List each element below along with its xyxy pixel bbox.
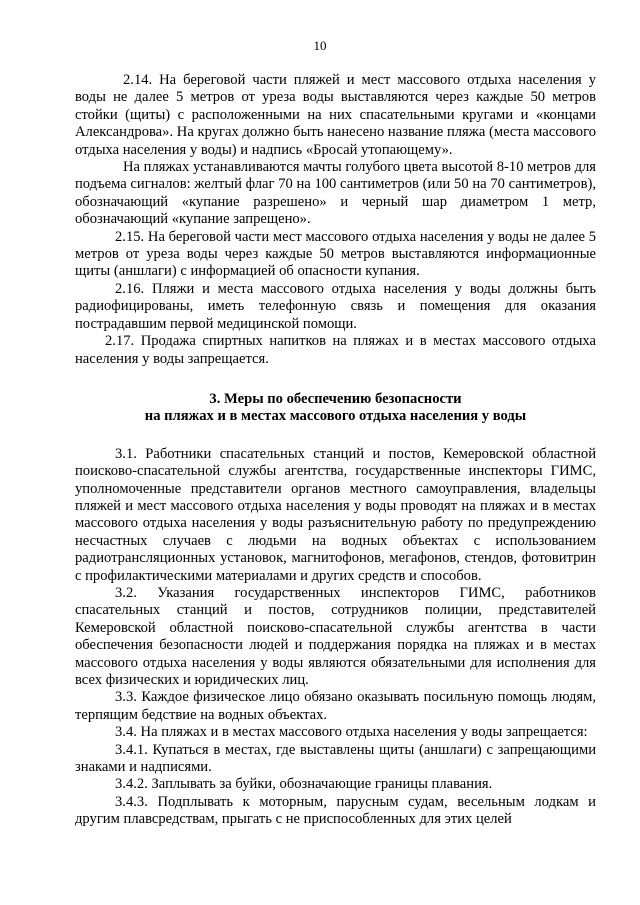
paragraph-3-4-2: 3.4.2. Заплывать за буйки, обозначающие границы плавания. — [115, 776, 493, 793]
document-body — [75, 72, 596, 829]
paragraph-3-3: 3.3. Каждое физическое лицо обязано оказывать посильную помощь людям, терпящим бедствие на водных объектах. — [75, 689, 596, 723]
paragraph-masts: На пляжах устанавливаются мачты голубого цвета высотой 8-10 метров для подъема сигналов: желтый флаг 70 на 100 сантиметров (или 50 на 70 сантиметров), обозначающий «купание разрешено» и черный шар диаметром 1 метр, обозначающий «купание запрещено». — [75, 159, 596, 228]
paragraph-3-4: 3.4. На пляжах и в местах массового отдыха населения у воды запрещается: — [115, 724, 588, 741]
page-number: 10 — [313, 38, 327, 53]
section-heading — [75, 391, 596, 426]
section-heading-line1: 3. Меры по обеспечению безопасности — [209, 390, 462, 407]
paragraph-2-16: 2.16. Пляжи и места массового отдыха населения у воды должны быть радиофицированы, иметь телефонную связь и помещения для оказания пострадавшим первой медицинской помощи. — [75, 280, 596, 332]
paragraph-3-4-1: 3.4.1. Купаться в местах, где выставлены щиты (аншлаги) с запрещающими знаками и надписями. — [75, 741, 596, 776]
paragraph-3-1: 3.1. Работники спасательных станций и постов, Кемеровской областной поисково-спасательной службы агентства, государственные инспекторы ГИМС, уполномоченные представители органов местного самоуправления, владельцы пляжей и мест массового отдыха населения у воды проводят на пляжах и в местах массового отдыха населения у воды разъяснительную работу по предупреждению несчастных случаев с людьми на водных объектах с использованием радиотрансляционных установок, магнитофонов, мегафонов, стендов, фотовитрин с профилактическими материалами и других средств и способов. — [75, 445, 596, 584]
paragraph-3-4-3: 3.4.3. Подплывать к моторным, парусным судам, весельным лодкам и другим плавсредствам, прыгать с не приспособленных для этих целей — [75, 793, 596, 828]
paragraph-3-2: 3.2. Указания государственных инспекторов ГИМС, работников спасательных станций и постов, сотрудников полиции, представителей Кемеровской областной поисково-спасательной службы агентства в части обеспечения безопасности людей и поддержания порядка на пляжах и в местах массового отдыха населения у воды являются обязательными для исполнения для всех физических и юридических лиц. — [75, 584, 596, 688]
paragraph-2-14: 2.14. На береговой части пляжей и мест массового отдыха населения у воды не далее 5 метров от уреза воды выставляются через каждые 50 метров стойки (щиты) с расположенными на них спасательными кругами и «концами Александрова». На кругах должно быть нанесено название пляжа (места массового отдыха населения у воды) и надпись «Бросай утопающему». — [75, 72, 596, 158]
section-heading-line2: на пляжах и в местах массового отдыха населения у воды — [144, 408, 527, 425]
paragraph-2-17: 2.17. Продажа спиртных напитков на пляжах и в местах массового отдыха населения у воды запрещается. — [75, 333, 596, 367]
paragraph-2-15: 2.15. На береговой части мест массового отдыха населения у воды не далее 5 метров от уреза воды через каждые 50 метров выставляются информационные щиты (аншлаги) с информацией об опасности купания. — [75, 228, 596, 280]
